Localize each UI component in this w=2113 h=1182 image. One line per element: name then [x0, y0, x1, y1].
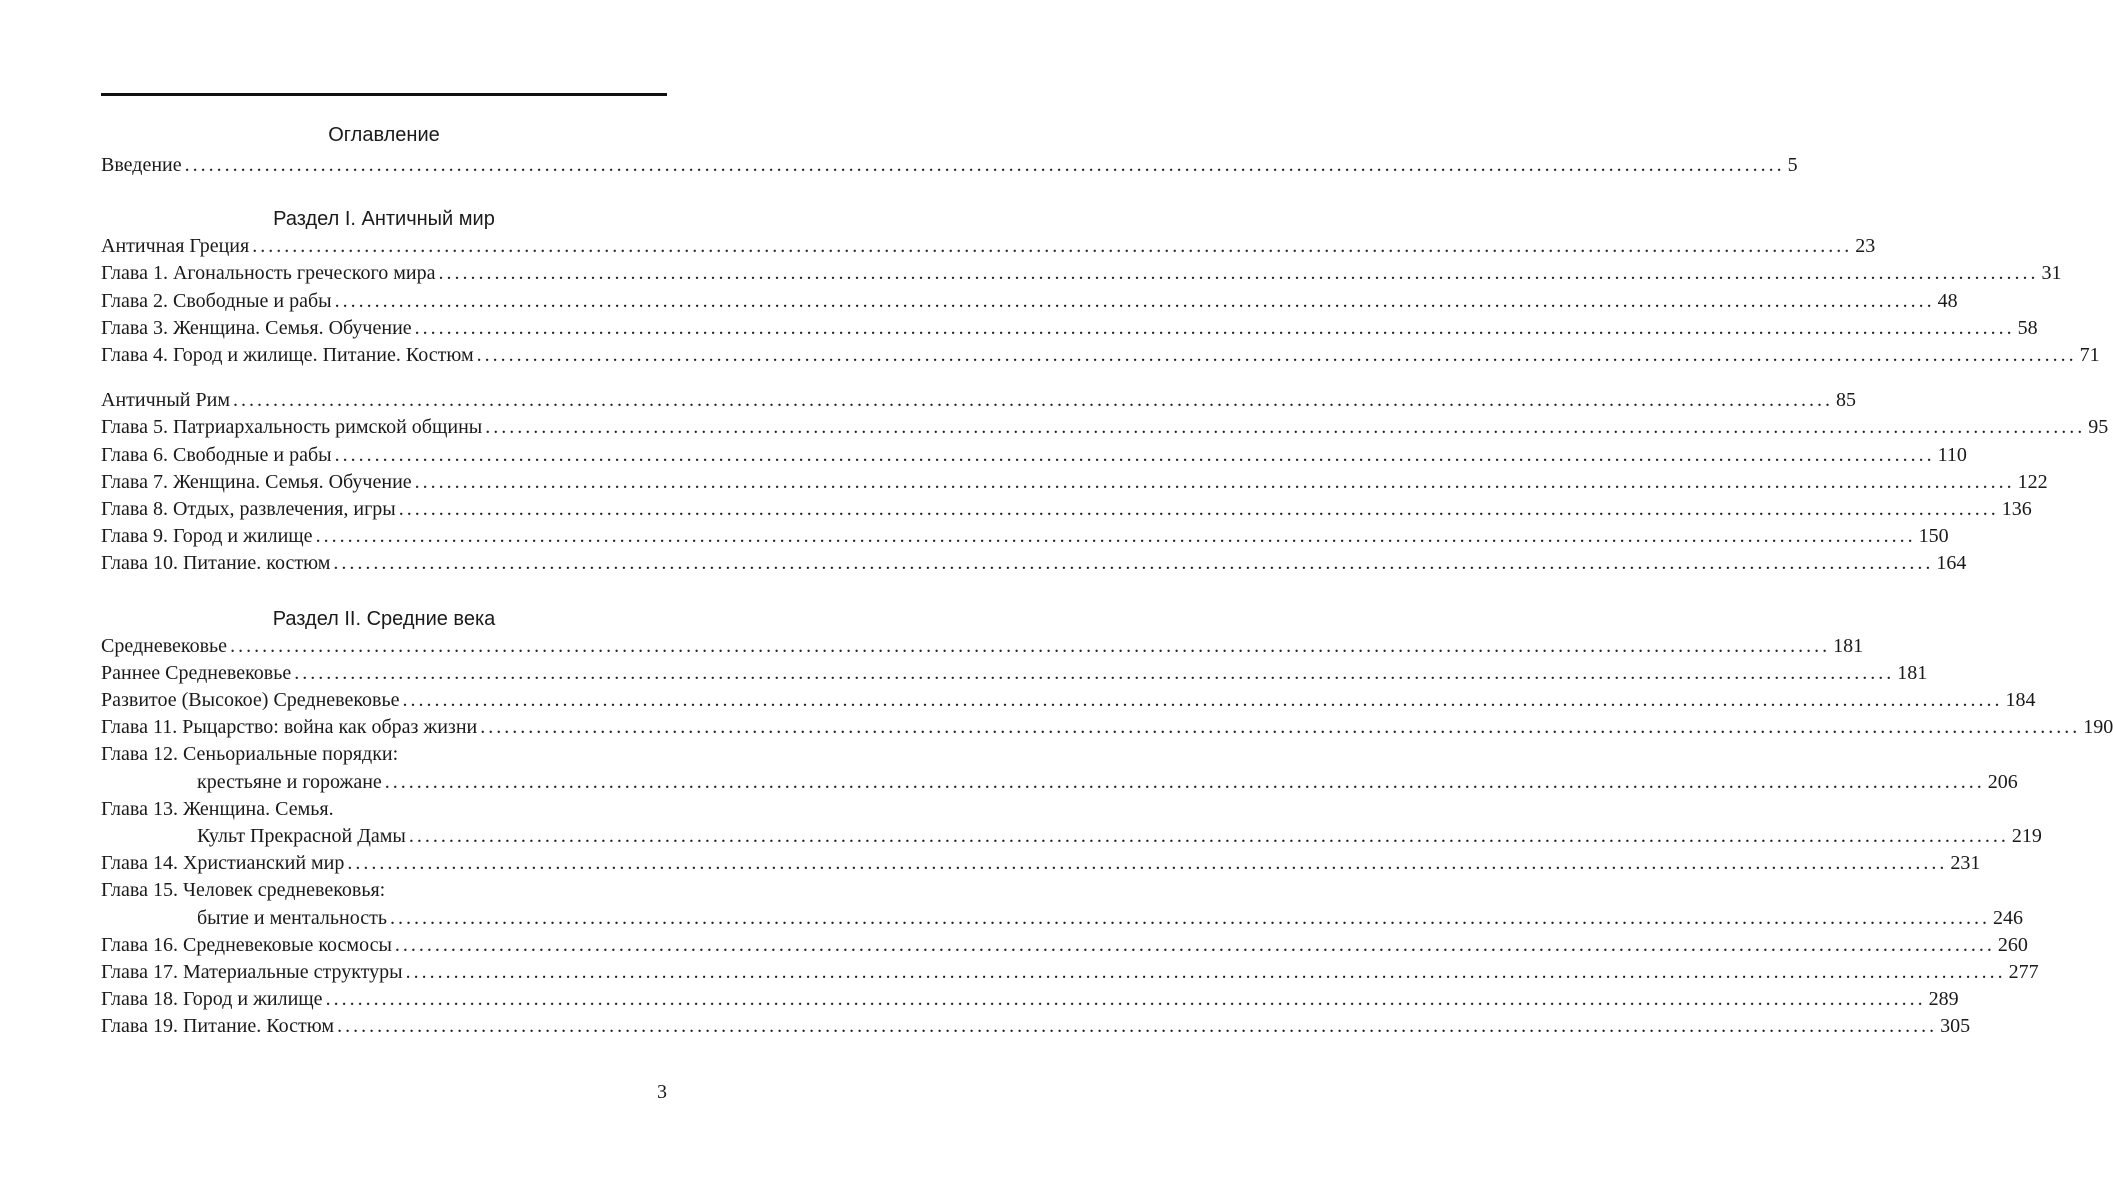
section-title: Раздел I. Античный мир	[273, 208, 495, 231]
dot-leader: ........................................................................................................................................................................................................	[334, 443, 1935, 466]
toc-entry	[101, 687, 2036, 714]
dot-leader: ........................................................................................................................................................................................................	[405, 961, 2006, 984]
toc-entry	[101, 288, 1958, 315]
entry-label: Раннее Средневековье	[101, 661, 292, 684]
entry-page: 5	[1787, 154, 1798, 176]
entry-label: Глава 16. Средневековые космосы	[101, 933, 392, 956]
entry-label: Глава 4. Город и жилище. Питание. Костюм	[101, 344, 474, 367]
dot-leader: ........................................................................................................................................................................................................	[398, 498, 1999, 521]
toc-entry	[101, 469, 2048, 496]
entry-page: 289	[1928, 988, 1959, 1011]
entry-label: Глава 2. Свободные и рабы	[101, 289, 332, 312]
toc-entry	[101, 315, 2038, 342]
entry-label: Глава 8. Отдых, развлечения, игры	[101, 498, 396, 521]
dot-leader: ........................................................................................................................................................................................................	[184, 154, 1785, 176]
dot-leader: ........................................................................................................................................................................................................	[337, 1015, 1938, 1038]
entry-page: 184	[2005, 689, 2036, 712]
dot-leader: ........................................................................................................................................................................................................	[408, 825, 2009, 848]
toc-title: Оглавление	[328, 124, 440, 146]
entry-page: 246	[1992, 906, 2023, 929]
dot-leader: ........................................................................................................................................................................................................	[402, 689, 2003, 712]
toc-entry	[101, 387, 1856, 414]
toc-entry	[101, 850, 1981, 877]
toc-entry	[101, 769, 2018, 796]
toc-entry	[101, 633, 1864, 660]
toc-entry	[101, 342, 2100, 369]
toc-entry	[101, 442, 1967, 469]
entry-label: крестьяне и горожане	[197, 770, 382, 793]
entry-page: 136	[2001, 498, 2032, 521]
entry-page: 305	[1940, 1015, 1971, 1038]
dot-leader: ........................................................................................................................................................................................................	[389, 906, 1990, 929]
toc-entry	[101, 932, 2028, 959]
group-gap	[101, 369, 667, 387]
toc-entry	[101, 986, 1959, 1013]
top-rule	[101, 93, 667, 96]
toc-entry	[101, 496, 2032, 523]
entry-page: 71	[2079, 344, 2100, 367]
dot-leader: ........................................................................................................................................................................................................	[252, 235, 1853, 258]
entry-page: 150	[1918, 525, 1949, 548]
entry-page: 190	[2083, 716, 2113, 739]
entry-label: Глава 11. Рыцарство: война как образ жизни	[101, 716, 478, 739]
entry-label: Глава 6. Свободные и рабы	[101, 443, 332, 466]
entry-first-line: Глава 12. Сеньориальные порядки:	[101, 743, 399, 766]
toc-entry	[101, 550, 1967, 577]
entry-page: 31	[2041, 262, 2062, 285]
entry-page: 219	[2011, 825, 2042, 848]
toc-entry	[101, 233, 1876, 260]
entry-page: 231	[1950, 852, 1981, 875]
dot-leader: ........................................................................................................................................................................................................	[230, 634, 1831, 657]
toc-entry	[101, 905, 2023, 932]
entry-page: 58	[2017, 316, 2038, 339]
entry-page: 164	[1936, 552, 1967, 575]
table-of-contents	[101, 122, 2113, 1041]
dot-leader: ........................................................................................................................................................................................................	[294, 661, 1895, 684]
dot-leader: ........................................................................................................................................................................................................	[334, 289, 1935, 312]
dot-leader: ........................................................................................................................................................................................................	[232, 389, 1833, 412]
entry-page: 181	[1897, 661, 1928, 684]
entry-page: 206	[1987, 770, 2018, 793]
entry-page: 85	[1835, 389, 1856, 412]
dot-leader: ........................................................................................................................................................................................................	[325, 988, 1926, 1011]
entry-page: 277	[2008, 961, 2039, 984]
toc-entry	[101, 823, 2042, 850]
entry-page: 260	[1997, 933, 2028, 956]
toc-entry	[101, 523, 1949, 550]
entry-page: 122	[2017, 470, 2048, 493]
entry-label: Глава 7. Женщина. Семья. Обучение	[101, 470, 412, 493]
entry-label: бытие и ментальность	[197, 906, 387, 929]
toc-entry	[101, 260, 2062, 287]
dot-leader: ........................................................................................................................................................................................................	[414, 316, 2015, 339]
entry-label: Средневековье	[101, 634, 228, 657]
entry-page: 48	[1937, 289, 1958, 312]
dot-leader: ........................................................................................................................................................................................................	[394, 933, 1995, 956]
entry-page: 110	[1937, 443, 1967, 466]
entry-label: Развитое (Высокое) Средневековье	[101, 689, 400, 712]
dot-leader: ........................................................................................................................................................................................................	[347, 852, 1948, 875]
entry-first-line: Глава 15. Человек средневековья:	[101, 879, 386, 902]
entry-label: Глава 9. Город и жилище	[101, 525, 313, 548]
dot-leader: ........................................................................................................................................................................................................	[476, 344, 2077, 367]
entry-label: Глава 19. Питание. Костюм	[101, 1015, 335, 1038]
dot-leader: ........................................................................................................................................................................................................	[438, 262, 2039, 285]
toc-entry	[101, 152, 1798, 179]
entry-page: 23	[1855, 235, 1876, 258]
entry-label: Античный Рим	[101, 389, 230, 412]
dot-leader: ........................................................................................................................................................................................................	[480, 716, 2081, 739]
dot-leader: ........................................................................................................................................................................................................	[333, 552, 1934, 575]
toc-entry	[101, 660, 1928, 687]
entry-page: 181	[1833, 634, 1864, 657]
dot-leader: ........................................................................................................................................................................................................	[384, 770, 1985, 793]
entry-page: 95	[2088, 416, 2109, 439]
entry-label: Глава 5. Патриархальность римской общины	[101, 416, 483, 439]
toc-entry	[101, 714, 2113, 741]
toc-entry	[101, 959, 2039, 986]
dot-leader: ........................................................................................................................................................................................................	[485, 416, 2086, 439]
entry-label: Глава 10. Питание. костюм	[101, 552, 331, 575]
section-title: Раздел II. Средние века	[272, 607, 496, 630]
entry-first-line: Глава 13. Женщина. Семья.	[101, 797, 334, 820]
entry-label: Введение	[101, 154, 182, 176]
entry-label: Античная Греция	[101, 235, 250, 258]
entry-label: Глава 18. Город и жилище	[101, 988, 323, 1011]
entry-label: Глава 14. Христианский мир	[101, 852, 345, 875]
dot-leader: ........................................................................................................................................................................................................	[414, 470, 2015, 493]
entry-label: Культ Прекрасной Дамы	[197, 825, 406, 848]
entry-label: Глава 3. Женщина. Семья. Обучение	[101, 316, 412, 339]
toc-entry	[101, 414, 2109, 441]
toc-entry	[101, 1013, 1971, 1040]
entry-label: Глава 17. Материальные структуры	[101, 961, 403, 984]
dot-leader: ........................................................................................................................................................................................................	[315, 525, 1916, 548]
page-number: 3	[657, 1081, 667, 1103]
entry-label: Глава 1. Агональность греческого мира	[101, 262, 436, 285]
